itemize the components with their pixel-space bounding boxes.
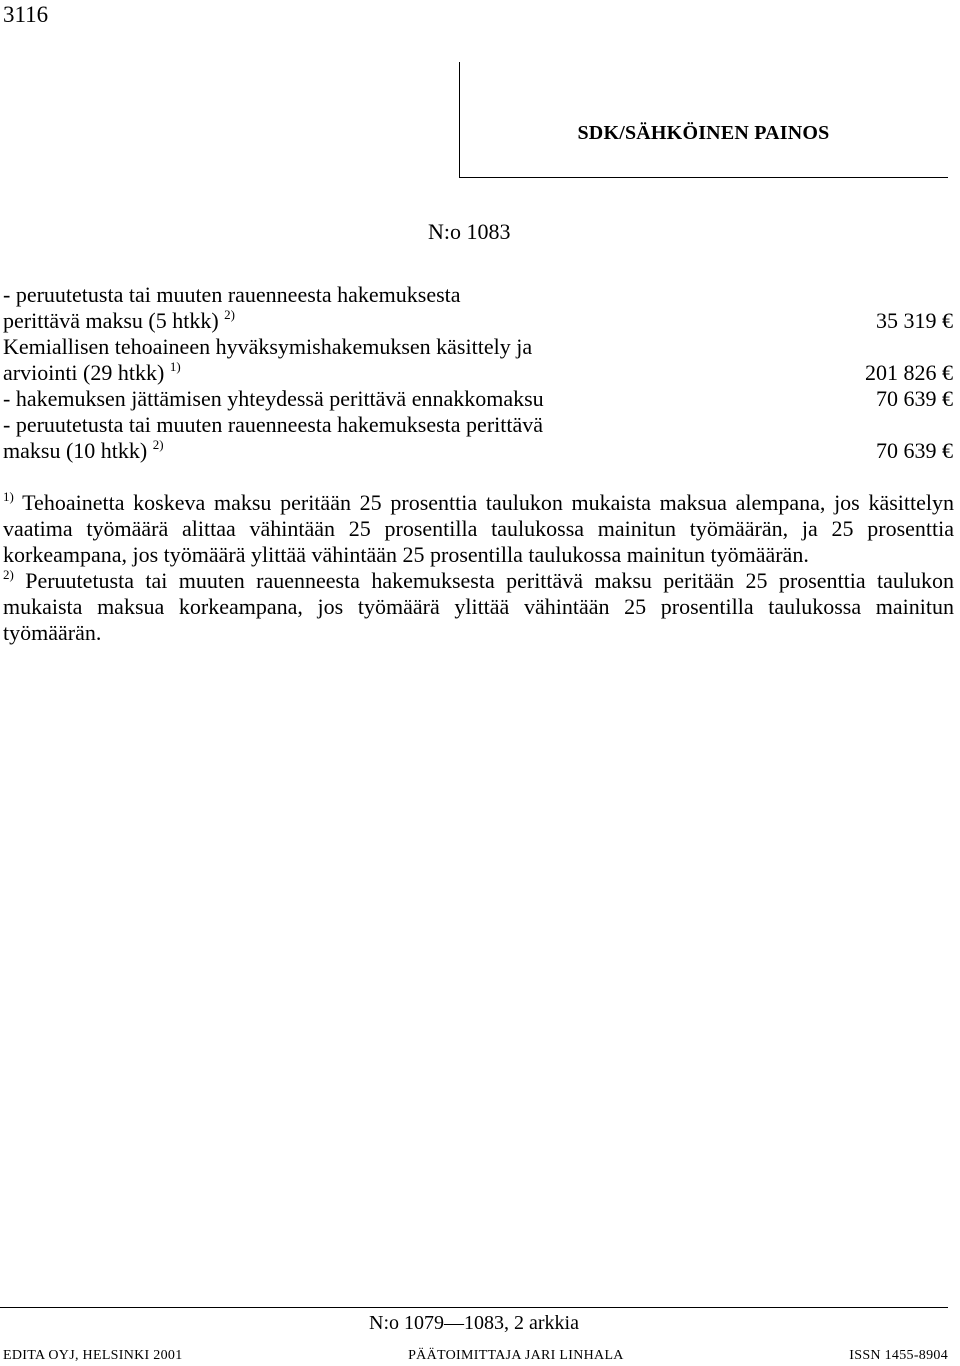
fee-table — [3, 282, 953, 464]
stamp-horizontal-rule — [459, 177, 948, 178]
fee-row — [3, 334, 953, 386]
footnote-text: Tehoainetta koskeva maksu peritään 25 prosenttia taulukon mukaista maksua alempana, jos käsittelyn vaatima työmäärä alittaa vähintään 25 prosentilla taulukossa mainitun työmäärän, ja 25 prosenttia korkeampana, jos työmäärä ylittää vähintään 25 prosentilla taulukossa mainitun työmäärän. — [3, 490, 954, 567]
footnote-ref: 1) — [169, 359, 181, 374]
fee-row — [3, 386, 953, 412]
stamp-title: SDK/SÄHKÖINEN PAINOS — [577, 122, 830, 144]
footer-editor: PÄÄTOIMITTAJA JARI LINHALA — [408, 1348, 624, 1363]
fee-amount: 201 826 € — [865, 360, 953, 385]
fee-description: - hakemuksen jättämisen yhteydessä perittävä ennakkomaksu — [3, 386, 544, 411]
footer-issn: ISSN 1455-8904 — [849, 1348, 948, 1363]
document-number: N:o 1083 — [428, 219, 511, 244]
fee-row — [3, 412, 953, 464]
fee-amount: 35 319 € — [876, 308, 953, 333]
footnote-2 — [3, 568, 954, 646]
page-number: 3116 — [3, 2, 49, 27]
footnote-marker: 1) — [3, 489, 14, 504]
fee-description: - peruutetusta tai muuten rauenneesta hakemuksesta perittävä maksu (10 htkk) $^{2)}$ — [3, 412, 544, 463]
fee-description: Kemiallisen tehoaineen hyväksymishakemuksen käsittely ja arviointi (29 htkk) $^{1)}$ — [3, 334, 533, 385]
footer-imprint — [3, 1348, 948, 1364]
footnote-ref: 2) — [152, 437, 164, 452]
footer-publisher: EDITA OYJ, HELSINKI 2001 — [3, 1348, 183, 1363]
fee-amount: 70 639 € — [876, 386, 953, 411]
footnote-text: Peruutetusta tai muuten rauenneesta hakemuksesta perittävä maksu peritään 25 prosenttia taulukon mukaista maksua korkeampana, jos työmäärä ylittää vähintään 25 prosentilla taulukossa mainitun työmäärän. — [3, 568, 955, 645]
stamp-vertical-rule — [459, 62, 460, 177]
footnote-1 — [3, 490, 954, 568]
footnotes — [3, 490, 954, 646]
footer-rule — [0, 1307, 948, 1308]
footnote-ref: 2) — [224, 307, 236, 322]
footnote-marker: 2) — [3, 567, 14, 582]
fee-row — [3, 282, 953, 334]
fee-description: - peruutetusta tai muuten rauenneesta hakemuksesta perittävä maksu (5 htkk) $^{2)}$ — [3, 282, 461, 333]
fee-amount: 70 639 € — [876, 438, 953, 463]
footer-sheets: N:o 1079—1083, 2 arkkia — [369, 1312, 579, 1334]
